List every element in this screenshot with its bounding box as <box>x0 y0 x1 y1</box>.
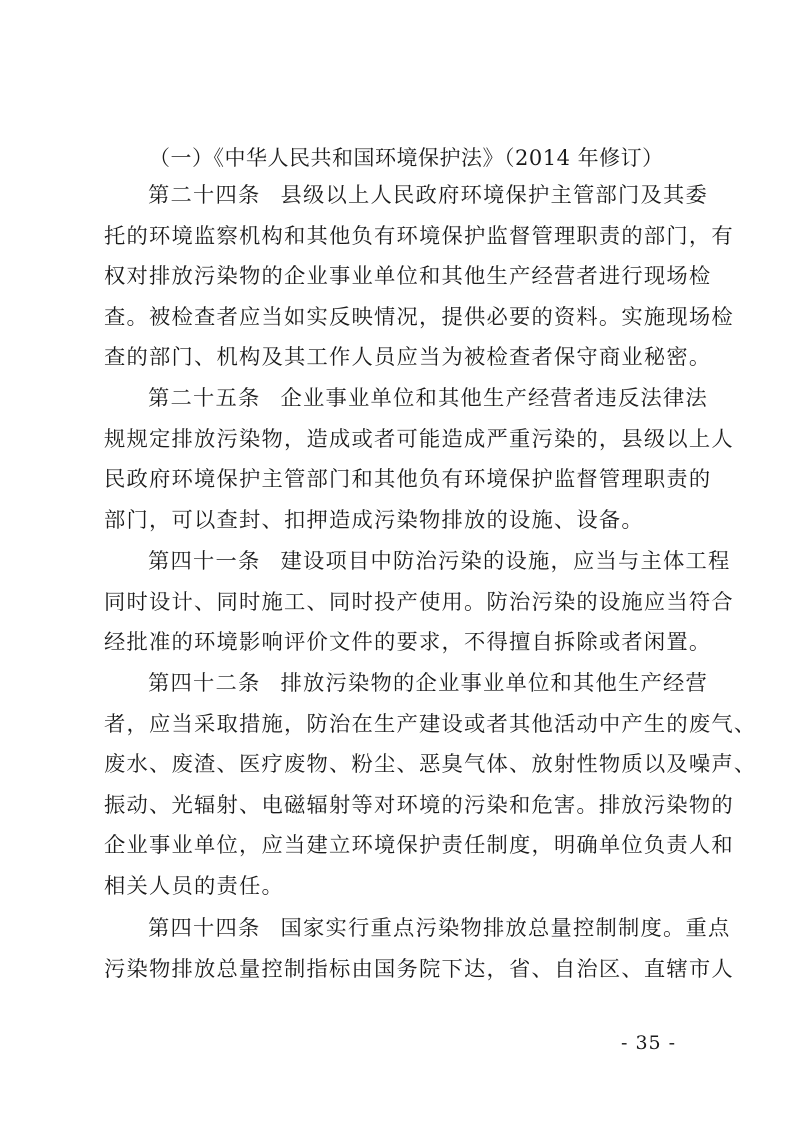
page-number: - 35 - <box>621 1032 677 1054</box>
paragraph-line: 查的部门、机构及其工作人员应当为被检查者保守商业秘密。 <box>104 345 712 371</box>
article-number: 第四十二条 <box>148 671 261 696</box>
article-number: 第二十四条 <box>148 183 261 208</box>
article-number: 第四十一条 <box>148 549 261 574</box>
paragraph-line: 相关人员的责任。 <box>104 873 284 899</box>
paragraph-line <box>104 542 731 583</box>
paragraph-line: 权对排放污染物的企业事业单位和其他生产经营者进行现场检 <box>104 264 712 290</box>
paragraph-line: 查。被检查者应当如实反映情况，提供必要的资料。实施现场检 <box>104 304 734 330</box>
paragraph-line: 者，应当采取措施，防治在生产建设或者其他活动中产生的废气、 <box>104 711 757 737</box>
paragraph-line: 同时设计、同时施工、同时投产使用。防治污染的设施应当符合 <box>104 589 734 615</box>
paragraph-line: 废水、废渣、医疗废物、粉尘、恶臭气体、放射性物质以及噪声、 <box>104 752 757 778</box>
paragraph-line: 经批准的环境影响评价文件的要求，不得擅自拆除或者闲置。 <box>104 630 712 656</box>
paragraph-line: 规规定排放污染物，造成或者可能造成严重污染的，县级以上人 <box>104 426 734 452</box>
paragraph-line: 污染物排放总量控制指标由国务院下达，省、自治区、直辖市人 <box>104 956 734 982</box>
article-number: 第二十五条 <box>148 386 261 411</box>
paragraph-line <box>104 176 708 217</box>
article-41 <box>104 542 734 664</box>
line-text: 排放污染物的企业事业单位和其他生产经营 <box>280 671 708 696</box>
paragraph-line <box>104 909 731 950</box>
article-number: 第四十四条 <box>148 916 261 941</box>
paragraph-line: 企业事业单位，应当建立环境保护责任制度，明确单位负责人和 <box>104 833 734 859</box>
paragraph-line: 振动、光辐射、电磁辐射等对环境的污染和危害。排放污染物的 <box>104 792 734 818</box>
paragraph-line <box>104 664 708 705</box>
paragraph-line: 托的环境监察机构和其他负有环境保护监督管理职责的部门，有 <box>104 223 734 249</box>
line-text: 企业事业单位和其他生产经营者违反法律法 <box>280 386 708 411</box>
article-44 <box>104 909 734 990</box>
article-25 <box>104 379 734 541</box>
section-heading: （一）《中华人民共和国环境保护法》（2014 年修订） <box>149 146 664 170</box>
paragraph-line <box>104 379 708 420</box>
line-text: 县级以上人民政府环境保护主管部门及其委 <box>280 183 708 208</box>
line-text: 国家实行重点污染物排放总量控制制度。重点 <box>280 916 731 941</box>
line-text: 建设项目中防治污染的设施，应当与主体工程 <box>280 549 731 574</box>
paragraph-line: 部门，可以查封、扣押造成污染物排放的设施、设备。 <box>104 507 644 533</box>
article-42 <box>104 664 757 908</box>
article-24 <box>104 176 734 379</box>
paragraph-line: 民政府环境保护主管部门和其他负有环境保护监督管理职责的 <box>104 467 712 493</box>
